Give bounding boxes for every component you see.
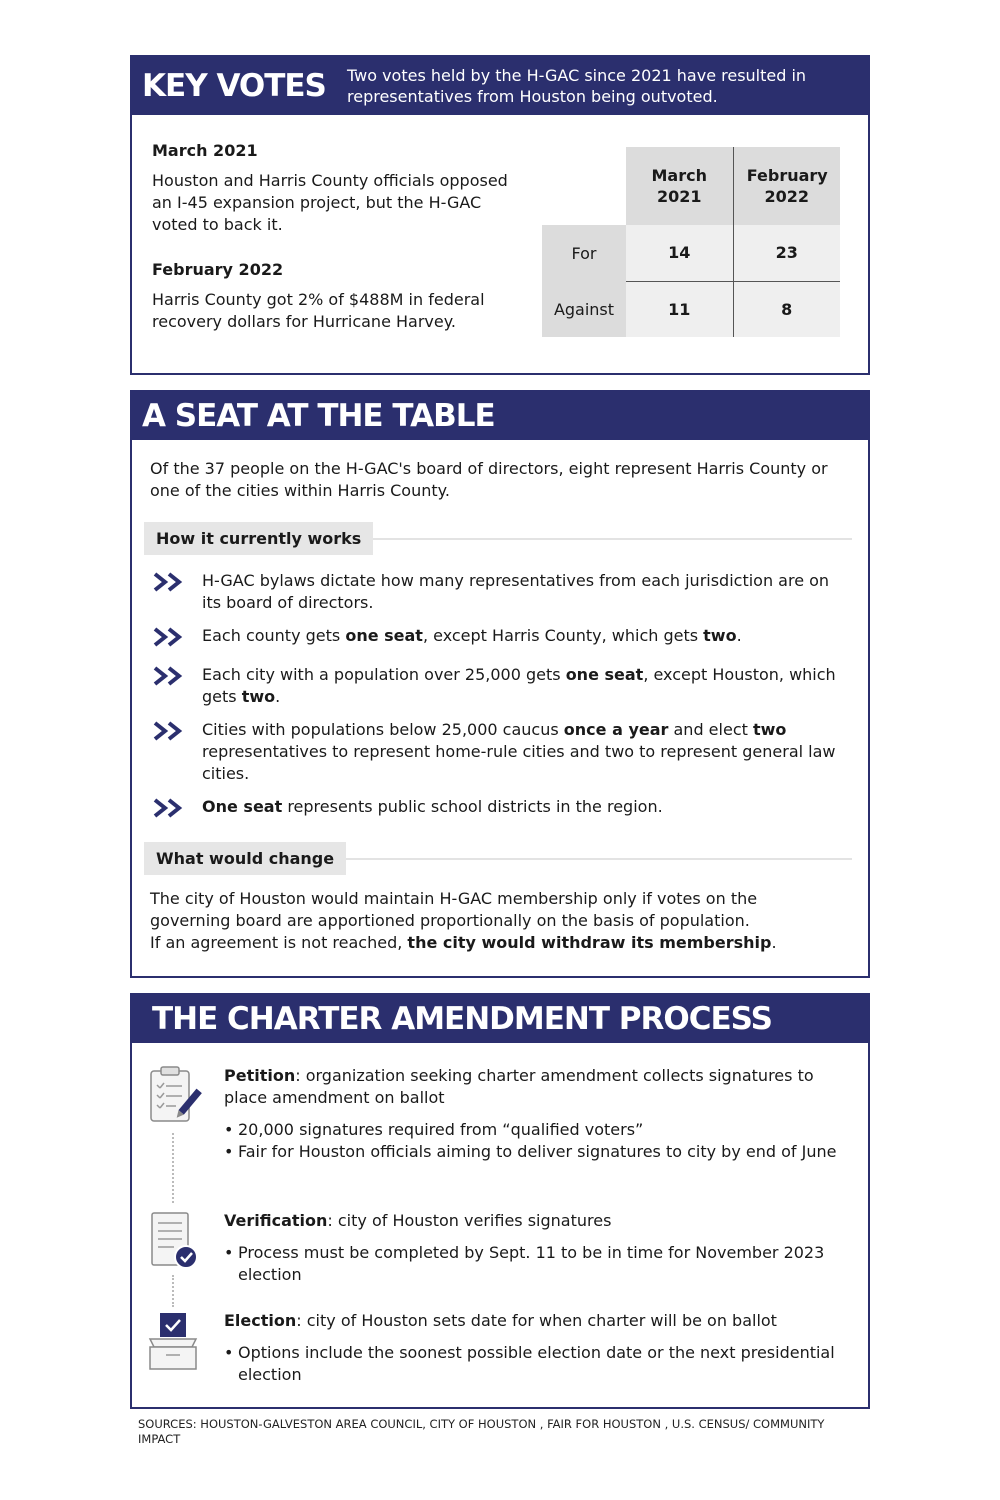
step-detail: • Options include the soonest possible election date or the next presidential election bbox=[224, 1342, 854, 1386]
row-label: For bbox=[542, 225, 626, 281]
step-detail: • Fair for Houston officials aiming to deliver signatures to city by end of June bbox=[224, 1141, 854, 1163]
how-it-works-heading-row bbox=[144, 522, 852, 555]
change-text-continued: If an agreement is not reached, the city would withdraw its membership. bbox=[150, 933, 777, 952]
table-cell: 23 bbox=[733, 225, 840, 281]
charter-banner bbox=[132, 995, 868, 1043]
double-chevron-icon bbox=[152, 664, 202, 708]
step-detail: • Process must be completed by Sept. 11 to be in time for November 2023 election bbox=[224, 1242, 854, 1286]
list-item-text: One seat represents public school districts in the region. bbox=[202, 797, 663, 816]
table-cell: 11 bbox=[626, 281, 733, 337]
double-chevron-icon bbox=[152, 570, 202, 614]
list-item bbox=[152, 796, 842, 824]
vote-description: Houston and Harris County officials opposed an I-45 expansion project, but the H-GAC voted to back it. bbox=[152, 171, 508, 234]
ballot-box-icon bbox=[146, 1311, 202, 1377]
rules-list bbox=[152, 570, 842, 824]
sources-credit: SOURCES: HOUSTON-GALVESTON AREA COUNCIL, CITY OF HOUSTON , FAIR FOR HOUSTON , U.S. CENSUS/ COMMUNITY IMPACT bbox=[138, 1417, 825, 1446]
key-votes-section bbox=[130, 55, 870, 375]
vote-heading: March 2021 bbox=[152, 141, 258, 160]
step-election: Election: city of Houston sets date for when charter will be on ballot • Options include the soonest possible election date or the next presidential election bbox=[224, 1310, 854, 1386]
double-chevron-icon bbox=[152, 796, 202, 824]
list-item bbox=[152, 664, 842, 708]
list-item bbox=[152, 719, 842, 785]
charter-title: THE CHARTER AMENDMENT PROCESS bbox=[152, 1001, 772, 1037]
column-header: March 2021 bbox=[626, 147, 733, 225]
seat-intro: Of the 37 people on the H-GAC's board of directors, eight represent Harris County or one of the cities within Harris County. bbox=[150, 459, 828, 500]
key-votes-subtitle: Two votes held by the H-GAC since 2021 have resulted in representatives from Houston being outvoted. bbox=[347, 66, 807, 106]
step-petition: Petition: organization seeking charter amendment collects signatures to place amendment on ballot • 20,000 signatures required from “qualified voters” • Fair for Houston officials aiming to deliver signatures to city by end of June bbox=[224, 1065, 854, 1163]
seat-section bbox=[130, 390, 870, 978]
document-check-icon bbox=[146, 1211, 202, 1277]
step-detail: • 20,000 signatures required from “qualified voters” bbox=[224, 1119, 854, 1141]
double-chevron-icon bbox=[152, 625, 202, 653]
list-item-text: Each city with a population over 25,000 gets one seat, except Houston, which gets two. bbox=[202, 665, 836, 706]
key-votes-title: KEY VOTES bbox=[142, 68, 326, 104]
change-text: The city of Houston would maintain H-GAC membership only if votes on the governing board are apportioned proportionally on the basis of population. bbox=[150, 889, 758, 930]
double-chevron-icon bbox=[152, 719, 202, 785]
vote-heading: February 2022 bbox=[152, 260, 284, 279]
change-description bbox=[150, 888, 840, 954]
vote-description: Harris County got 2% of $488M in federal recovery dollars for Hurricane Harvey. bbox=[152, 290, 485, 331]
table-cell: 14 bbox=[626, 225, 733, 281]
seat-banner bbox=[132, 392, 868, 440]
key-votes-banner bbox=[132, 57, 868, 115]
column-header: February 2022 bbox=[733, 147, 840, 225]
step-verification: Verification: city of Houston verifies signatures • Process must be completed by Sept. 11 to be in time for November 2023 election bbox=[224, 1210, 854, 1286]
what-would-change-heading-row bbox=[144, 842, 852, 875]
list-item-text: H-GAC bylaws dictate how many representatives from each jurisdiction are on its board of directors. bbox=[202, 571, 830, 612]
charter-section bbox=[130, 993, 870, 1409]
key-votes-descriptions bbox=[152, 141, 527, 333]
divider bbox=[346, 858, 852, 860]
list-item bbox=[152, 625, 842, 653]
list-item-text: Each county gets one seat, except Harris County, which gets two. bbox=[202, 626, 742, 645]
what-would-change-heading: What would change bbox=[144, 842, 346, 875]
seat-title: A SEAT AT THE TABLE bbox=[142, 398, 495, 434]
list-item bbox=[152, 570, 842, 614]
clipboard-pencil-icon bbox=[146, 1065, 202, 1131]
connector-dots bbox=[172, 1133, 174, 1203]
table-cell: 8 bbox=[733, 281, 840, 337]
list-item-text: Cities with populations below 25,000 caucus once a year and elect two representatives to represent home-rule cities and two to represent general law cities. bbox=[202, 720, 836, 783]
how-it-works-heading: How it currently works bbox=[144, 522, 373, 555]
vote-table bbox=[542, 147, 840, 337]
connector-dots bbox=[172, 1275, 174, 1307]
row-label: Against bbox=[542, 281, 626, 337]
divider bbox=[373, 538, 852, 540]
